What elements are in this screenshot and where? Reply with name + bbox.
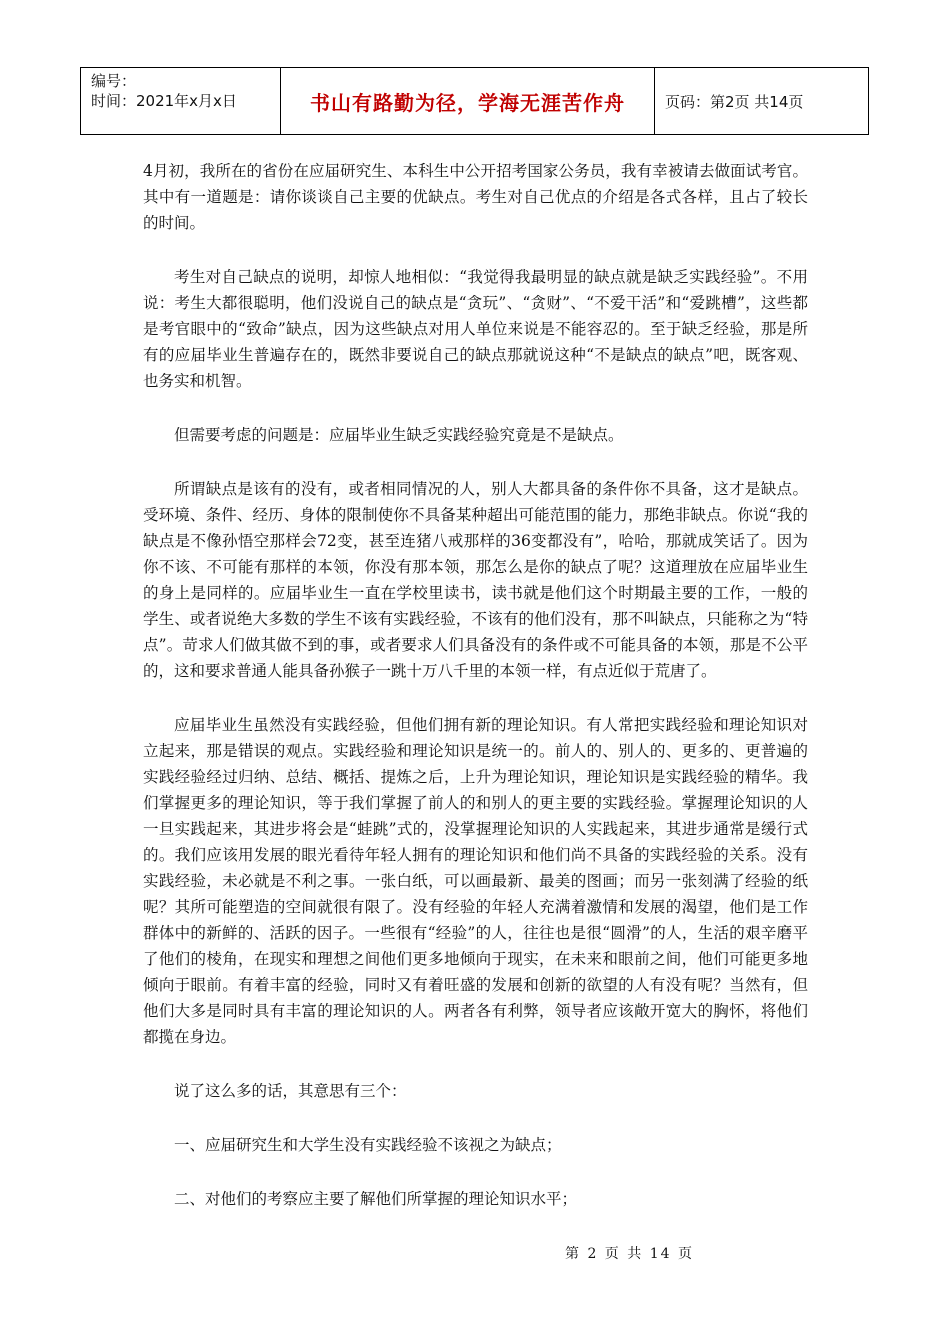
doc-date-label: 时间：2021年x月x日 <box>91 92 237 110</box>
header-meta <box>81 68 281 134</box>
header-motto-cell <box>281 68 655 134</box>
list-item: 一、应届研究生和大学生没有实践经验不该视之为缺点； <box>174 1136 562 1154</box>
header-page-label: 页码：第2页 共14页 <box>665 92 804 111</box>
paragraph: 但需要考虑的问题是：应届毕业生缺乏实践经验究竟是不是缺点。 <box>174 426 624 444</box>
paragraph: 所谓缺点是该有的没有，或者相同情况的人，别人大都具备的条件你不具备，这才是缺点。受环境、条件、经历、身体的限制使你不具备某种超出可能范围的能力，那绝非缺点。你说“我的缺点是不像孙悟空那样会72变，甚至连猪八戒那样的36变都没有”，哈哈，那就成笑话了。因为你不该、不可能有那样的本领，你没有那本领，那怎么是你的缺点了呢？这道理放在应届毕业生的身上是同样的。应届毕业生一直在学校里读书，读书就是他们这个时期最主要的工作，一般的学生、或者说绝大多数的学生不该有实践经验，不该有的他们没有，那不叫缺点，只能称之为“特点”。苛求人们做其做不到的事，或者要求人们具备没有的条件或不可能具备的本领，那是不公平的，这和要求普通人能具备孙猴子一跳十万八千里的本领一样，有点近似于荒唐了。 <box>143 480 808 680</box>
paragraph: 4月初，我所在的省份在应届研究生、本科生中公开招考国家公务员，我有幸被请去做面试考官。其中有一道题是：请你谈谈自己主要的优缺点。考生对自己优点的介绍是各式各样，且占了较长的时间。 <box>143 162 808 232</box>
list-item: 二、对他们的考察应主要了解他们所掌握的理论知识水平； <box>174 1190 578 1208</box>
doc-number-label: 编号： <box>91 72 137 90</box>
paragraph: 考生对自己缺点的说明，却惊人地相似：“我觉得我最明显的缺点就是缺乏实践经验”。不用说：考生大都很聪明，他们没说自己的缺点是“贪玩”、“贪财”、“不爱干活”和“爱跳槽”，这些都是考官眼中的“致命”缺点，因为这些缺点对用人单位来说是不能容忍的。至于缺乏经验，那是所有的应届毕业生普遍存在的，既然非要说自己的缺点那就说这种“不是缺点的缺点”吧，既客观、也务实和机智。 <box>143 268 808 390</box>
paragraph: 说了这么多的话，其意思有三个： <box>174 1082 407 1100</box>
page-header <box>80 67 869 135</box>
paragraph: 应届毕业生虽然没有实践经验，但他们拥有新的理论知识。有人常把实践经验和理论知识对立起来，那是错误的观点。实践经验和理论知识是统一的。前人的、别人的、更多的、更普遍的实践经验经过归纳、总结、概括、提炼之后，上升为理论知识，理论知识是实践经验的精华。我们掌握更多的理论知识，等于我们掌握了前人的和别人的更主要的实践经验。掌握理论知识的人一旦实践起来，其进步将会是“蛙跳”式的，没掌握理论知识的人实践起来，其进步通常是缓行式的。我们应该用发展的眼光看待年轻人拥有的理论知识和他们尚不具备的实践经验的关系。没有实践经验，未必就是不利之事。一张白纸，可以画最新、最美的图画；而另一张刻满了经验的纸呢？其所可能塑造的空间就很有限了。没有经验的年轻人充满着激情和发展的渴望，他们是工作群体中的新鲜的、活跃的因子。一些很有“经验”的人，往往也是很“圆滑”的人，生活的艰辛磨平了他们的棱角，在现实和理想之间他们更多地倾向于现实，在未来和眼前之间，他们可能更多地倾向于眼前。有着丰富的经验，同时又有着旺盛的发展和创新的欲望的人有没有呢？当然有，但他们大多是同时具有丰富的理论知识的人。两者各有利弊，领导者应该敞开宽大的胸怀，将他们都揽在身边。 <box>143 716 808 1046</box>
page-footer: 第 2 页 共 14 页 <box>565 1246 694 1262</box>
header-motto: 书山有路勤为径，学海无涯苦作舟 <box>310 90 625 115</box>
header-page-cell <box>655 68 868 134</box>
document-body <box>143 158 808 1240</box>
